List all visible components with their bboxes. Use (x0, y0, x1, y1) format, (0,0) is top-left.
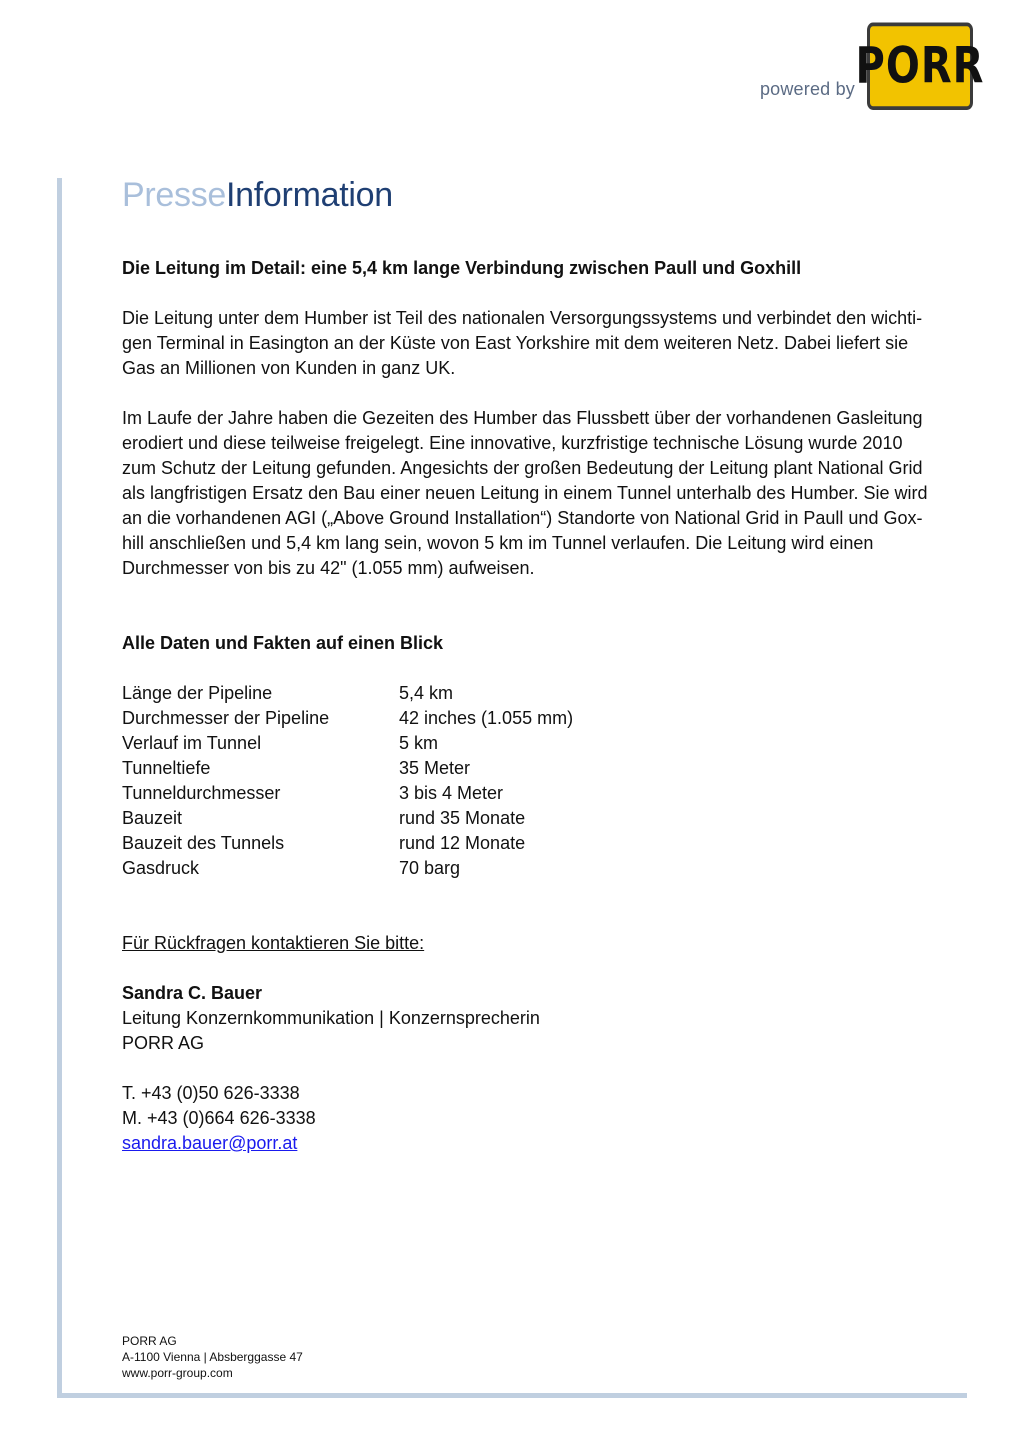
footer-address-line: A-1100 Vienna | Absberggasse 47 (122, 1350, 303, 1364)
header-brand (759, 37, 985, 110)
contact-company: PORR AG (122, 1033, 205, 1053)
fact-value: 5,4 km (399, 683, 454, 703)
paragraph-line: Gas an Millionen von Kunden in ganz UK. (122, 358, 456, 378)
fact-value: rund 35 Monate (399, 808, 526, 828)
paragraph-line: erodiert und diese teilweise freigelegt. Eine innovative, kurzfristige technische Lösung wurde 2010 (122, 433, 903, 453)
title-part-information: Information (226, 176, 393, 214)
contact-name: Sandra C. Bauer (122, 983, 263, 1003)
paragraph-line: als langfristigen Ersatz den Bau einer neuen Leitung in einem Tunnel unterhalb des Humber. Sie wird (122, 483, 928, 503)
fact-value: 5 km (399, 733, 439, 753)
paragraph-line: an die vorhandenen AGI („Above Ground Installation“) Standorte von National Grid in Paull und Gox- (122, 508, 923, 528)
contact-role: Leitung Konzernkommunikation | Konzernsprecherin (122, 1008, 540, 1028)
table-row (122, 806, 573, 831)
fact-label: Verlauf im Tunnel (122, 733, 262, 753)
table-row (122, 831, 573, 856)
fact-label: Länge der Pipeline (122, 683, 273, 703)
footer-company: PORR AG (122, 1334, 177, 1348)
fact-value: 42 inches (1.055 mm) (399, 708, 574, 728)
table-row (122, 681, 573, 706)
fact-label: Gasdruck (122, 858, 200, 878)
main-content (122, 256, 972, 1156)
title-part-presse: Presse (122, 176, 227, 214)
porr-logo: PORR (867, 23, 973, 111)
paragraph-line: gen Terminal in Easington an der Küste von East Yorkshire mit dem weiteren Netz. Dabei liefert sie (122, 333, 909, 353)
footer-website: www.porr-group.com (122, 1366, 233, 1380)
paragraph-line: Durchmesser von bis zu 42" (1.055 mm) aufweisen. (122, 558, 535, 578)
frame-bottom-line (57, 1393, 967, 1398)
contact-phone: T. +43 (0)50 626-3338 (122, 1083, 300, 1103)
contact-mobile: M. +43 (0)664 626-3338 (122, 1108, 316, 1128)
facts-table (122, 681, 573, 881)
fact-label: Tunneldurchmesser (122, 783, 281, 803)
fact-label: Durchmesser der Pipeline (122, 708, 330, 728)
table-row (122, 781, 573, 806)
table-row (122, 731, 573, 756)
paragraph-intro (122, 306, 972, 381)
paragraph-line: Im Laufe der Jahre haben die Gezeiten des Humber das Flussbett über der vorhandenen Gasleitung (122, 408, 923, 428)
table-row (122, 706, 573, 731)
powered-by-text: powered by (759, 79, 855, 99)
paragraph-line: Die Leitung unter dem Humber ist Teil des nationalen Versorgungssystems und verbindet den wichti- (122, 308, 923, 328)
fact-value: 70 barg (399, 858, 461, 878)
fact-value: 3 bis 4 Meter (399, 783, 504, 803)
table-row (122, 756, 573, 781)
footer-address (122, 1333, 303, 1381)
table-row (122, 856, 573, 881)
paragraph-background (122, 406, 972, 581)
fact-label: Bauzeit (122, 808, 183, 828)
frame-left-line (57, 178, 62, 1398)
paragraph-line: zum Schutz der Leitung gefunden. Angesichts der großen Bedeutung der Leitung plant National Grid (122, 458, 923, 478)
fact-value: rund 12 Monate (399, 833, 526, 853)
section-heading-facts: Alle Daten und Fakten auf einen Blick (122, 633, 444, 653)
section-heading-detail: Die Leitung im Detail: eine 5,4 km lange Verbindung zwischen Paull und Goxhill (122, 258, 802, 278)
fact-value: 35 Meter (399, 758, 471, 778)
fact-label: Bauzeit des Tunnels (122, 833, 285, 853)
fact-label: Tunneltiefe (122, 758, 211, 778)
contact-block (122, 981, 972, 1156)
contact-email-link[interactable]: sandra.bauer@porr.at (122, 1133, 298, 1153)
contact-intro: Für Rückfragen kontaktieren Sie bitte: (122, 933, 425, 953)
paragraph-line: hill anschließen und 5,4 km lang sein, wovon 5 km im Tunnel verlaufen. Die Leitung wird einen (122, 533, 874, 553)
page-title (122, 176, 393, 215)
